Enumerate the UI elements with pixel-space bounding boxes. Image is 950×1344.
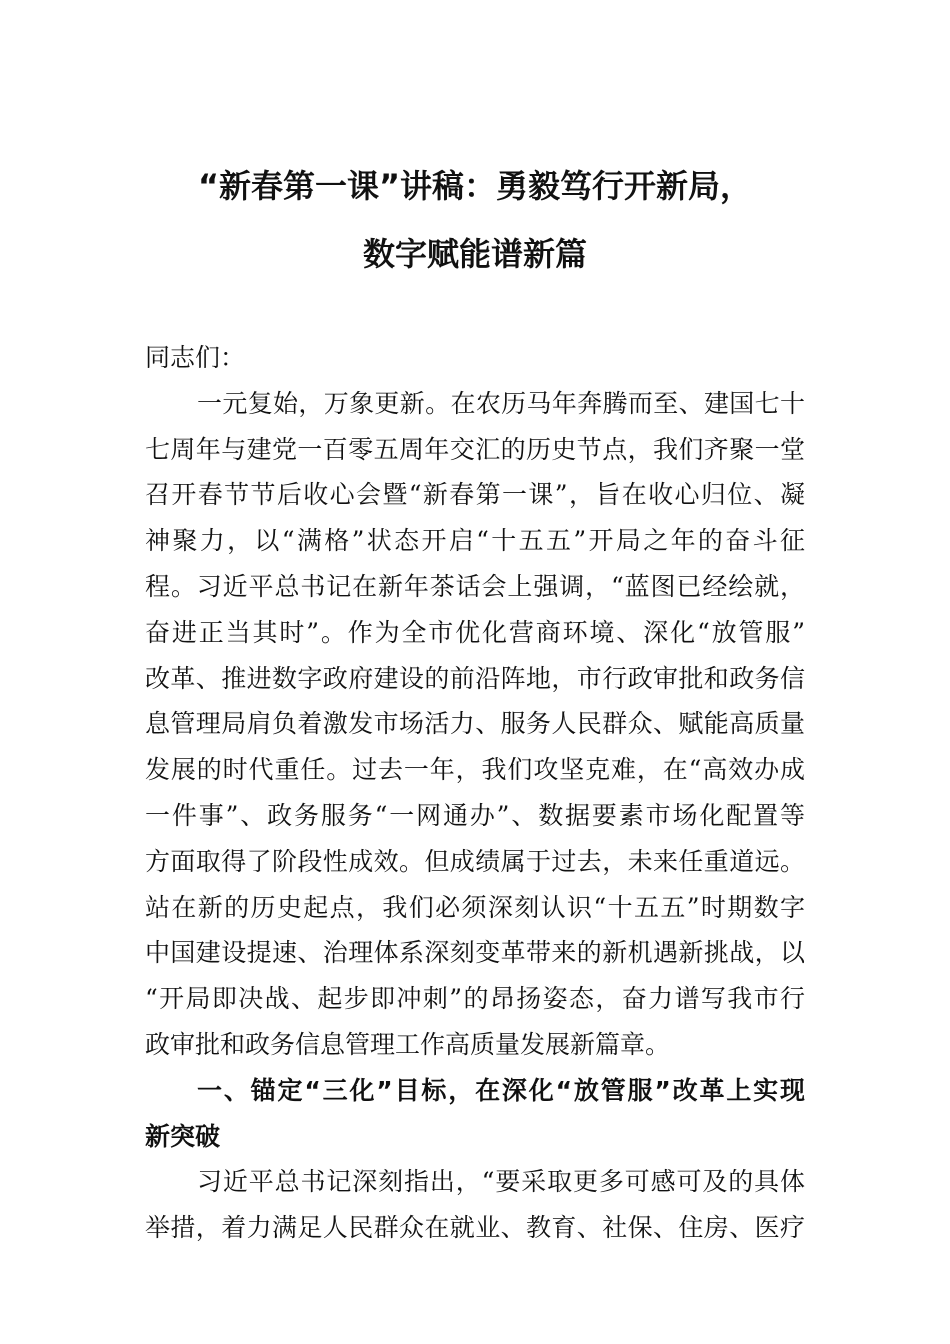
body-text-line: 方面取得了阶段性成效。但成绩属于过去，未来任重道远。 <box>145 846 805 876</box>
body-text-line: 一元复始，万象更新。在农历马年奔腾而至、建国七十 <box>197 388 805 418</box>
body-text-line: 召开春节节后收心会暨“新春第一课”，旨在收心归位、凝 <box>145 480 805 510</box>
body-text-line: 举措，着力满足人民群众在就业、教育、社保、住房、医疗 <box>145 1213 805 1243</box>
document-title-line-2: 数字赋能谱新篇 <box>362 235 587 273</box>
body-text-line: 神聚力，以“满格”状态开启“十五五”开局之年的奋斗征 <box>145 526 805 556</box>
body-text-line: 站在新的历史起点，我们必须深刻认识“十五五”时期数字 <box>145 892 805 922</box>
body-text-line: 政审批和政务信息管理工作高质量发展新篇章。 <box>145 1029 671 1059</box>
body-text-line: 改革、推进数字政府建设的前沿阵地，市行政审批和政务信 <box>145 663 805 693</box>
section-heading-line: 新突破 <box>145 1121 221 1151</box>
body-text-line: 发展的时代重任。过去一年，我们攻坚克难，在“高效办成 <box>145 755 805 785</box>
document-body <box>145 335 805 1251</box>
body-text-line: 程。习近平总书记在新年茶话会上强调，“蓝图已经绘就， <box>145 571 805 601</box>
body-text-line: “开局即决战、起步即冲刺”的昂扬姿态，奋力谱写我市行 <box>145 984 805 1014</box>
body-text-line: 一件事”、政务服务“一网通办”、数据要素市场化配置等 <box>145 800 805 830</box>
document-title-line-1: “新春第一课”讲稿：勇毅笃行开新局， <box>197 167 753 205</box>
body-text-line: 息管理局肩负着激发市场活力、服务人民群众、赋能高质量 <box>145 709 805 739</box>
section-heading-line: 一、锚定“三化”目标，在深化“放管服”改革上实现 <box>197 1075 805 1105</box>
body-text-line: 中国建设提速、治理体系深刻变革带来的新机遇新挑战，以 <box>145 938 805 968</box>
body-text-line: 奋进正当其时”。作为全市优化营商环境、深化“放管服” <box>145 617 805 647</box>
body-text-line: 七周年与建党一百零五周年交汇的历史节点，我们齐聚一堂 <box>145 434 805 464</box>
body-text-line: 习近平总书记深刻指出，“要采取更多可感可及的具体 <box>197 1167 805 1197</box>
salutation: 同志们： <box>145 343 246 372</box>
